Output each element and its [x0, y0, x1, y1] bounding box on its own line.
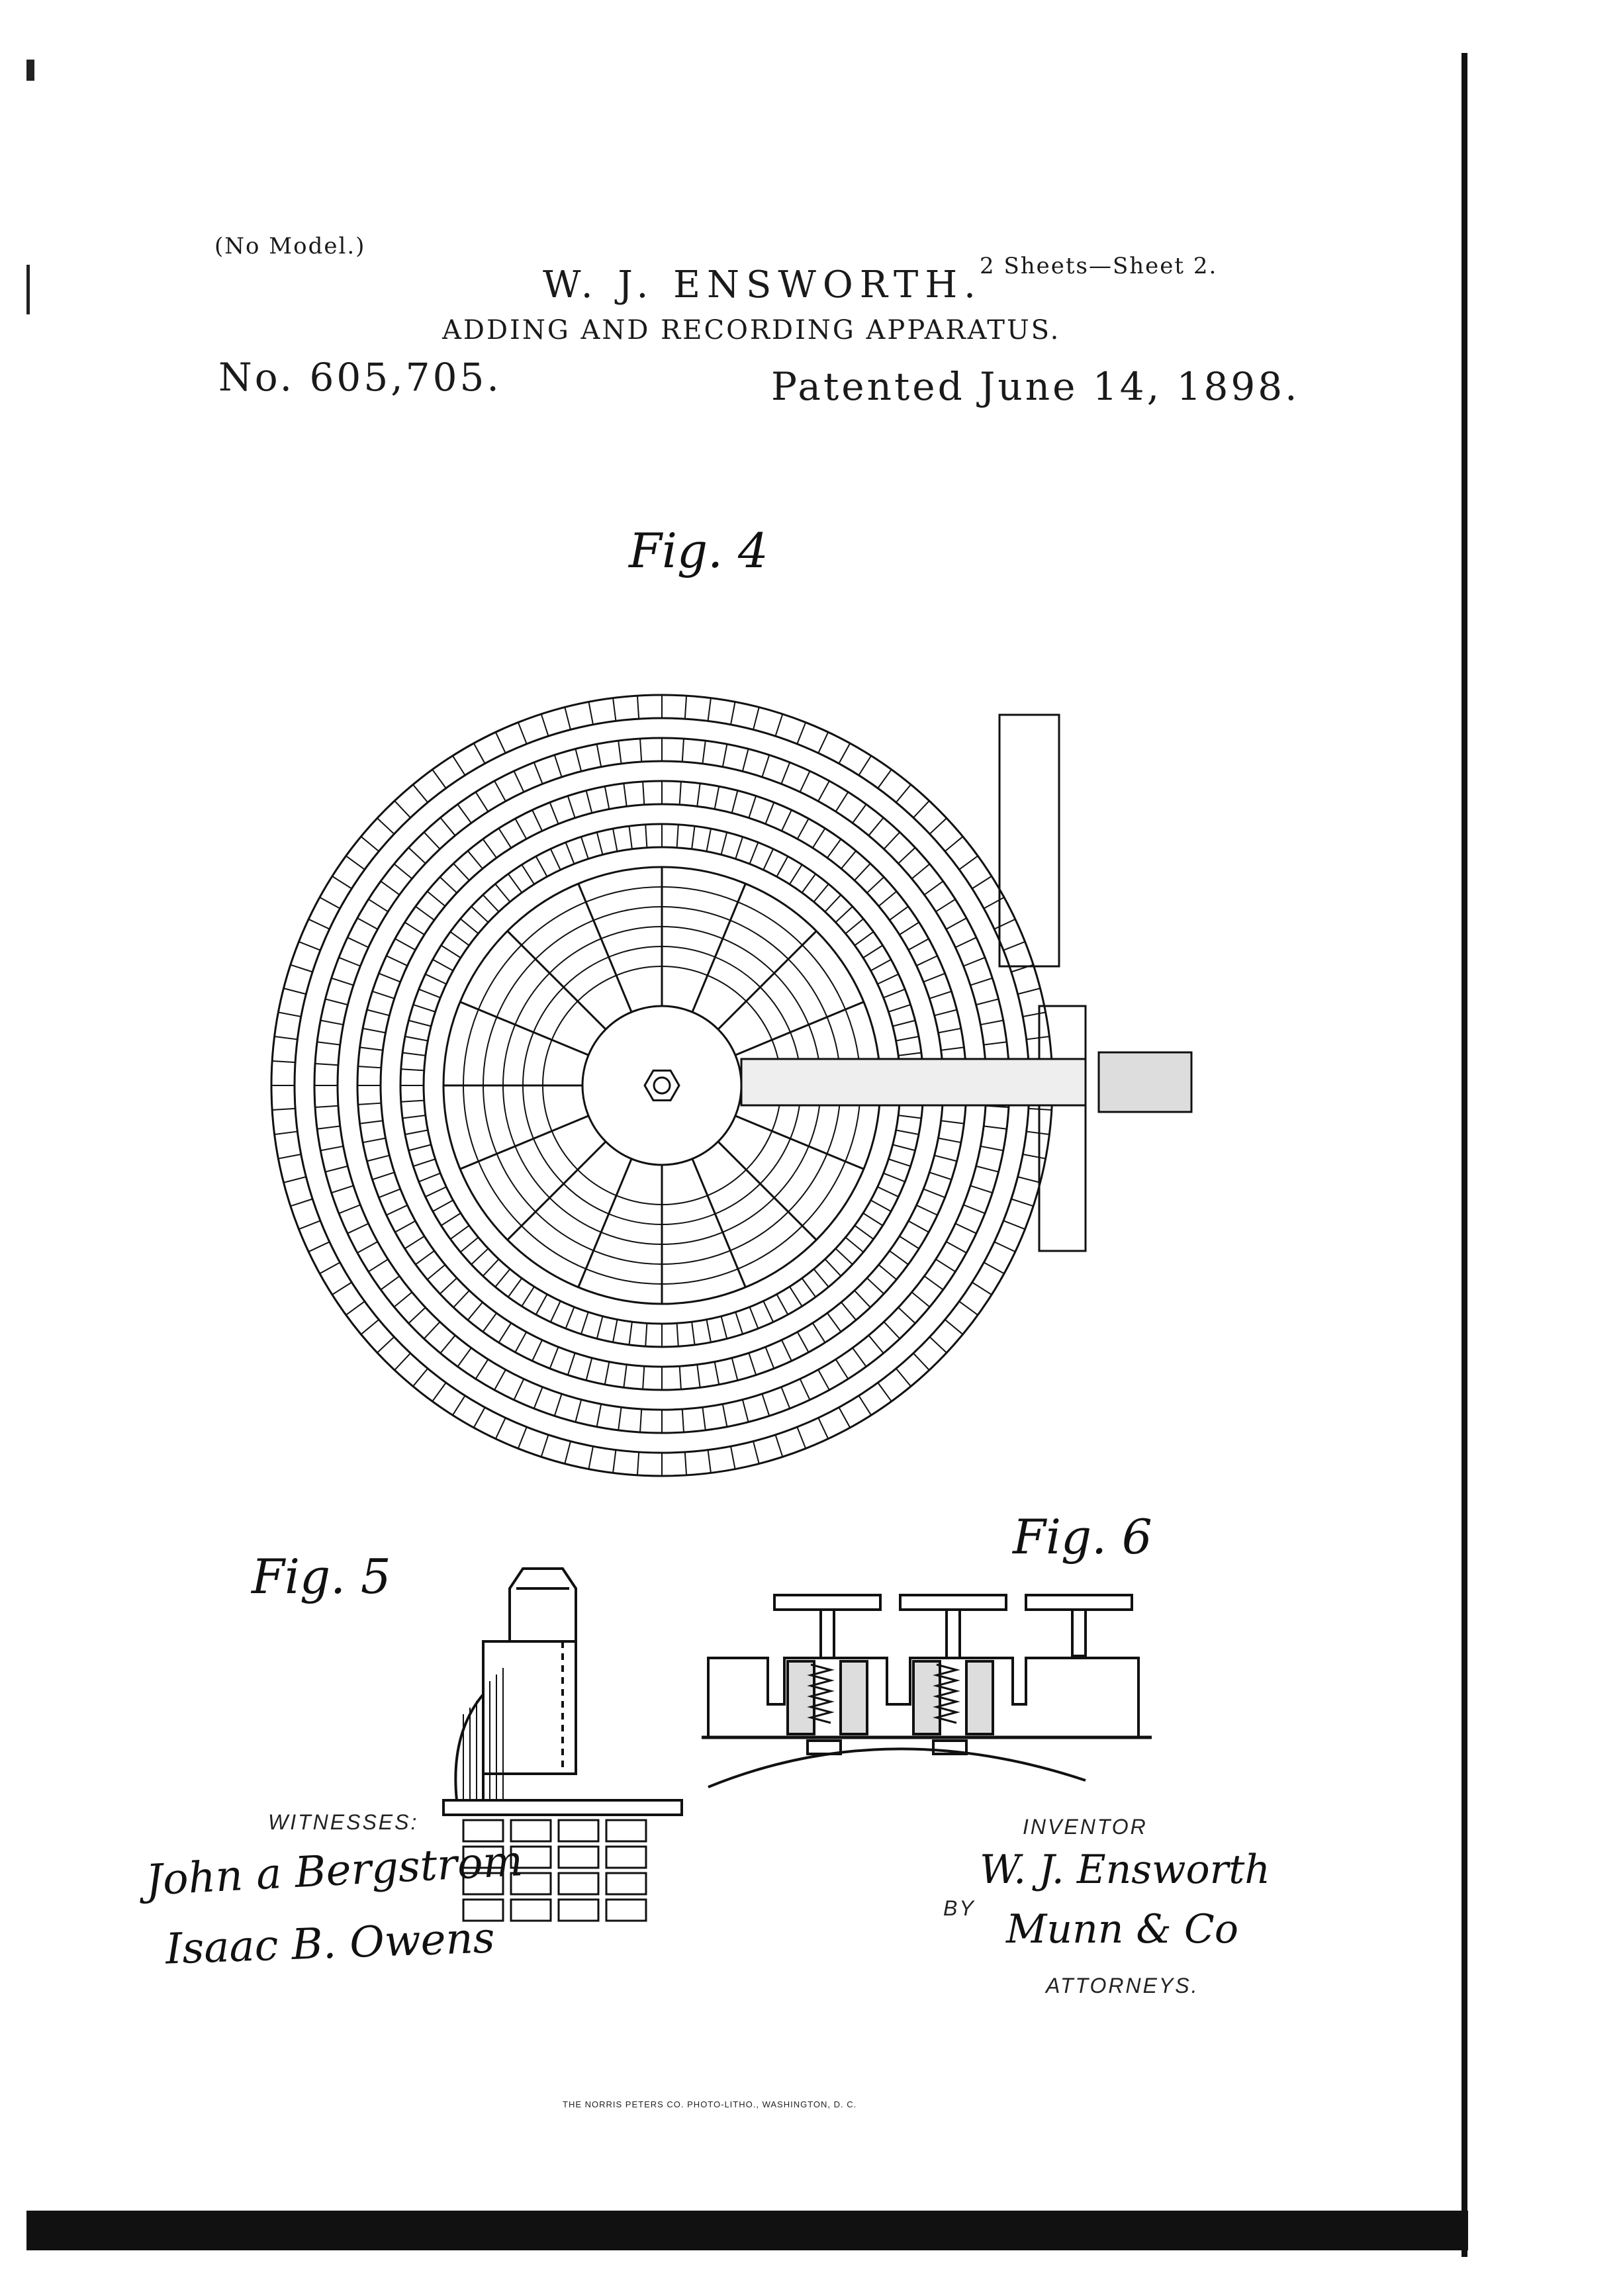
adding-wheel: [271, 695, 1191, 1476]
inventor-label: INVENTOR: [1023, 1815, 1148, 1839]
attorney-signature: Munn & Co: [1006, 1906, 1238, 1952]
patent-date: Patented June 14, 1898.: [771, 364, 1300, 409]
witness-2-signature: Isaac B. Owens: [164, 1913, 496, 1974]
fig6-label: Fig. 6: [1013, 1509, 1152, 1565]
scan-mark-left: [26, 265, 30, 314]
patent-number: No. 605,705.: [218, 355, 502, 400]
patent-title: ADDING AND RECORDING APPARATUS.: [442, 315, 1061, 345]
fig4-label: Fig. 4: [629, 523, 768, 578]
sheet-count: 2 Sheets—Sheet 2.: [980, 253, 1218, 279]
scan-border-right: [1461, 53, 1467, 2257]
model-note: (No Model.): [214, 233, 366, 259]
inventor-signature: W. J. Ensworth: [980, 1847, 1271, 1893]
scan-mark-corner: [26, 60, 34, 81]
inventor-name-heading: W. J. ENSWORTH.: [543, 263, 982, 306]
attorneys-label: ATTORNEYS.: [1046, 1974, 1199, 1998]
fig4-drawing: [238, 596, 1324, 1536]
witnesses-label: WITNESSES:: [268, 1810, 419, 1834]
by-label: BY: [943, 1896, 976, 1920]
fig5-label: Fig. 5: [252, 1549, 391, 1604]
witness-1-signature: John a Bergstrom: [144, 1837, 524, 1906]
printer-line: THE NORRIS PETERS CO. PHOTO-LITHO., WASHINGTON, D. C.: [563, 2099, 857, 2109]
fig6-drawing: [688, 1562, 1284, 1840]
scan-border-bottom: [26, 2211, 1468, 2250]
